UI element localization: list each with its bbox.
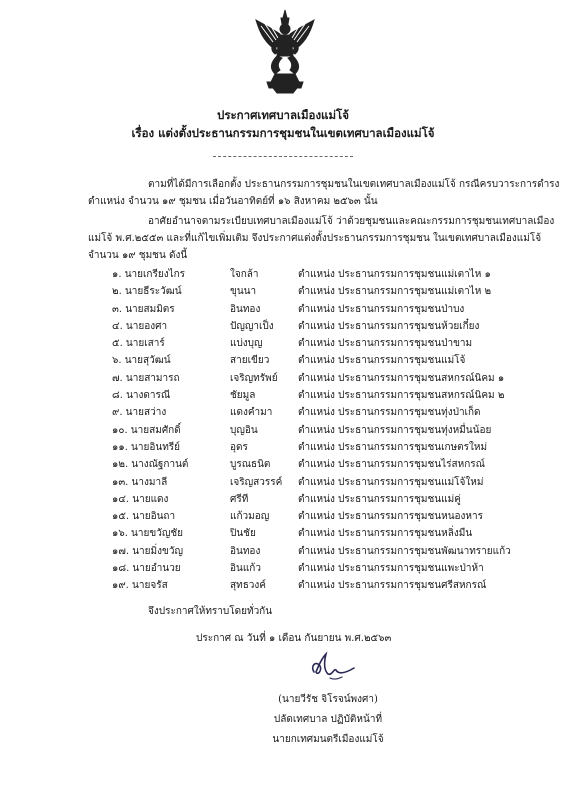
appointee-name: ๙. นายสว่าง: [112, 407, 167, 419]
appointee-position: ตำแหน่ง ประธานกรรมการชุมชนแม่เตาไห ๒: [298, 286, 492, 298]
appointee-surname: แก้วมอญ: [230, 511, 270, 523]
paragraph-2-line-3: จำนวน ๑๙ ชุมชน ดังนี้: [88, 250, 188, 261]
paragraph-2-line-2: แม่โจ้ พ.ศ.๒๕๕๓ และที่แก้ไขเพิ่มเติม จึงประกาศแต่งตั้งประธานกรรมการชุมชน ในเขตเทศบาลเมืองแม่โจ้: [88, 233, 542, 244]
appointee-surname: ศรีที: [230, 493, 249, 505]
appointee-position: ตำแหน่ง ประธานกรรมการชุมชนไร่สหกรณ์: [298, 459, 485, 471]
signatory-name: (นายวีรัช จิโรจน์พงศา): [278, 694, 378, 705]
appointee-name: ๑๔. นายแดง: [112, 493, 169, 505]
appointee-name: ๓. นายสมมิตร: [112, 303, 175, 315]
appointee-surname: อินทอง: [230, 303, 261, 315]
appointee-name: ๑๙. นายจรัส: [112, 580, 168, 592]
list-item: [0, 266, 566, 283]
appointee-surname: ปัญญาเป็ง: [230, 320, 274, 332]
appointee-surname: ขุนนา: [230, 286, 257, 298]
appointee-list: [0, 266, 566, 595]
appointee-surname: เจริญทรัพย์: [230, 372, 278, 384]
appointee-position: ตำแหน่ง ประธานกรรมการชุมชนแม่โจ้ใหม่: [298, 476, 484, 488]
list-item: [0, 491, 566, 508]
list-item: [0, 439, 566, 456]
appointee-position: ตำแหน่ง ประธานกรรมการชุมชนห้วยเกี๋ยง: [298, 320, 480, 332]
appointee-name: ๖. นายสุวัฒน์: [112, 355, 171, 367]
appointee-surname: เจริญสวรรค์: [230, 476, 283, 488]
appointee-name: ๑๒. นางณัฐกานต์: [112, 459, 189, 471]
appointee-surname: บูรณธนิต: [230, 459, 271, 471]
list-item: [0, 352, 566, 369]
appointee-position: ตำแหน่ง ประธานกรรมการชุมชนทุ่งหมื่นน้อย: [298, 424, 492, 436]
appointee-position: ตำแหน่ง ประธานกรรมการชุมชนเกษตรใหม่: [298, 441, 488, 453]
appointee-name: ๒. นายธีระวัฒน์: [112, 286, 182, 298]
appointee-position: ตำแหน่ง ประธานกรรมการชุมชนหลิ่งมืน: [298, 528, 473, 540]
appointee-surname: ปินชัย: [230, 528, 256, 540]
appointee-position: ตำแหน่ง ประธานกรรมการชุมชนป่าขาม: [298, 338, 473, 350]
appointee-surname: แบ่งบุญ: [230, 338, 263, 350]
appointee-position: ตำแหน่ง ประธานกรรมการชุมชนแม่โจ้: [298, 355, 466, 367]
appointee-surname: สุทธวงค์: [230, 580, 266, 592]
appointee-position: ตำแหน่ง ประธานกรรมการชุมชนป่าบง: [298, 303, 465, 315]
appointee-position: ตำแหน่ง ประธานกรรมการชุมชนทุ่งป่าเก็ด: [298, 407, 481, 419]
appointee-surname: ใจกล้า: [230, 269, 259, 280]
list-item: [0, 318, 566, 335]
paragraph-2-line-1: อาศัยอำนาจตามระเบียบเทศบาลเมืองแม่โจ้ ว่าด้วยชุมชนและคณะกรรมการชุมชนเทศบาลเมือง: [148, 216, 555, 227]
paragraph-1-line-1: ตามที่ได้มีการเลือกตั้ง ประธานกรรมการชุมชนในเขตเทศบาลเมืองแม่โจ้ กรณีครบวาระการดำรง: [148, 179, 560, 190]
list-item: [0, 283, 566, 300]
appointee-name: ๘. นางดารณี: [112, 390, 171, 402]
appointee-name: ๑๘. นายอำนวย: [112, 563, 181, 575]
list-item: [0, 508, 566, 525]
appointee-name: ๔. นายองศา: [112, 320, 168, 332]
announcement-title: ประกาศเทศบาลเมืองแม่โจ้: [217, 108, 349, 122]
list-item: [0, 404, 566, 421]
handwritten-signature-icon: [300, 648, 360, 684]
appointee-position: ตำแหน่ง ประธานกรรมการชุมชนแม่เตาไห ๑: [298, 269, 491, 280]
appointee-position: ตำแหน่ง ประธานกรรมการชุมชนพัฒนาทรายแก้ว: [298, 545, 511, 557]
list-item: [0, 543, 566, 560]
appointee-surname: อินแก้ว: [230, 563, 261, 575]
announcement-date: ประกาศ ณ วันที่ ๑ เดือน กันยายน พ.ศ.๒๕๖๓: [196, 633, 392, 644]
appointee-surname: อินทอง: [230, 545, 261, 557]
garuda-emblem-icon: [253, 8, 317, 94]
appointee-surname: ชัยมูล: [230, 390, 256, 402]
list-item: [0, 370, 566, 387]
appointee-name: ๑๐. นายสมศักดิ์: [112, 424, 181, 436]
list-item: [0, 525, 566, 542]
list-item: [0, 456, 566, 473]
appointee-position: ตำแหน่ง ประธานกรรมการชุมชนสหกรณ์นิคม ๒: [298, 390, 505, 402]
list-item: [0, 560, 566, 577]
appointee-name: ๑๑. นายอินทรีย์: [112, 441, 181, 453]
appointee-surname: แดงคำมา: [230, 407, 273, 419]
list-item: [0, 301, 566, 318]
closing-statement: จึงประกาศให้ทราบโดยทั่วกัน: [148, 606, 273, 617]
signatory-office: นายกเทศมนตรีเมืองแม่โจ้: [272, 734, 384, 745]
list-item: [0, 577, 566, 594]
appointee-name: ๑๕. นายอินถา: [112, 511, 176, 523]
appointee-position: ตำแหน่ง ประธานกรรมการชุมชนศรีสหกรณ์: [298, 580, 487, 592]
appointee-position: ตำแหน่ง ประธานกรรมการชุมชนหนองหาร: [298, 511, 484, 523]
appointee-surname: อุดร: [230, 441, 248, 453]
appointee-position: ตำแหน่ง ประธานกรรมการชุมชนแพะป่าห้า: [298, 563, 484, 575]
appointee-name: ๑๓. นางมาลี: [112, 476, 168, 488]
appointee-position: ตำแหน่ง ประธานกรรมการชุมชนแม่คู่: [298, 493, 461, 505]
appointee-surname: สายเขียว: [230, 355, 270, 367]
appointee-name: ๗. นายสามารถ: [112, 372, 180, 384]
paragraph-1-line-2: ตำแหน่ง จำนวน ๑๙ ชุมชน เมื่อวันอาทิตย์ที่ ๑๖ สิงหาคม ๒๕๖๓ นั้น: [88, 196, 378, 207]
appointee-name: ๑. นายเกรียงไกร: [112, 269, 186, 280]
appointee-surname: บุญอิน: [230, 424, 258, 436]
list-item: [0, 422, 566, 439]
list-item: [0, 335, 566, 352]
list-item: [0, 474, 566, 491]
title-divider: [213, 156, 353, 157]
announcement-subject: เรื่อง แต่งตั้งประธานกรรมการชุมชนในเขตเทศบาลเมืองแม่โจ้: [131, 126, 435, 140]
list-item: [0, 387, 566, 404]
appointee-name: ๑๗. นายมิ่งขวัญ: [112, 545, 183, 557]
appointee-position: ตำแหน่ง ประธานกรรมการชุมชนสหกรณ์นิคม ๑: [298, 372, 505, 384]
appointee-name: ๑๖. นายขวัญชัย: [112, 528, 183, 540]
signatory-title: ปลัดเทศบาล ปฏิบัติหน้าที่: [273, 714, 383, 725]
appointee-name: ๕. นายเสาร์: [112, 338, 165, 350]
